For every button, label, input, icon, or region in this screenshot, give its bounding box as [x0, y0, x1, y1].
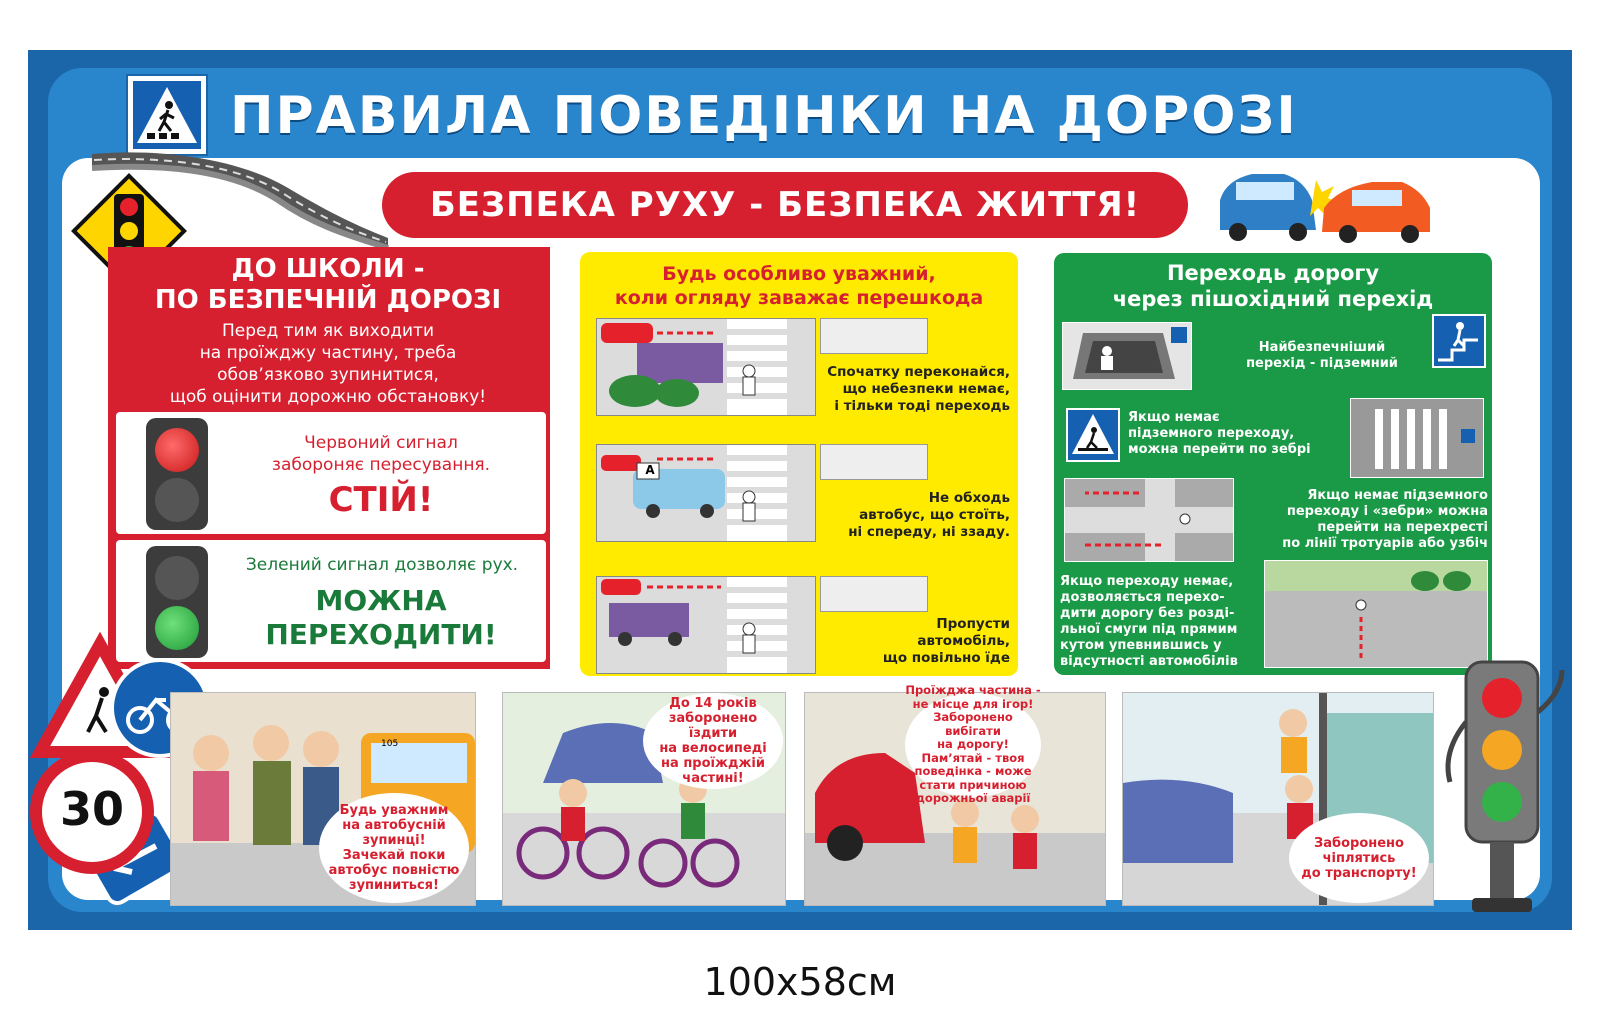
school-road-title: ДО ШКОЛИ - ПО БЕЗПЕЧНІЙ ДОРОЗІ [154, 254, 502, 315]
playing-on-road-bubble: Проїжджа частина - не місце для ігор! Заборонено вибігати на дорогу! Пам’ятай - твоя поведінка - може стати причиною дорожньої аварії [905, 683, 1041, 806]
red-traffic-light-icon [146, 418, 208, 530]
hanging-on-vehicle-illustration [1122, 692, 1434, 906]
speed-limit-value: 30 [59, 782, 124, 836]
parked-truck-diagram [820, 318, 928, 354]
rule-zebra-crossing: Якщо немає підземного переходу, можна перейти по зебрі [1128, 410, 1311, 457]
bus-stop-diagram [820, 444, 928, 480]
bus-stop-bubble: Будь уважним на автобусній зупинці! Зачекай поки автобус повністю зупиниться! [319, 793, 469, 903]
go-command: МОЖНА ПЕРЕХОДИТИ! [265, 584, 497, 651]
rule-intersection-crossing: Якщо немає підземного переходу і «зебри» можна перейти на перехресті по лінії тротуарів або узбіч [1282, 488, 1488, 551]
bicycle-illustration [502, 692, 786, 906]
hanging-on-vehicle-bubble: Заборонено чіплятись до транспорту! [1289, 813, 1429, 903]
rule-dont-bypass-bus: Не обходь автобус, що стоїть, ні спереду, ні ззаду. [848, 490, 1010, 540]
rule-let-car-pass: Пропусти автомобіль, що повільно їде [882, 616, 1010, 666]
stop-command: СТІЙ! [328, 480, 434, 520]
parked-truck-scene [596, 318, 816, 416]
board-size-label: 100x58см [703, 960, 897, 1004]
bus-stop-illustration [170, 692, 476, 906]
bus-route-number: 105 [381, 739, 399, 749]
rule-no-crossing: Якщо переходу немає, дозволяється перехо- дити дорогу без розді- льної смуги під прямим кутом упевнившись у відсутності автомобілів [1060, 574, 1238, 669]
school-road-instructions: Перед тим як виходити на проїжджу частину, треба обов’язково зупинитися, щоб оцінити дорожню обстановку! [169, 321, 487, 407]
intersection-crossing-image [1064, 478, 1234, 562]
crosswalk-title: Переходь дорогу через пішохідний перехід [1112, 261, 1434, 311]
underground-crossing-sign-icon [1432, 314, 1486, 368]
playing-on-road-illustration [804, 683, 1106, 906]
slow-car-scene [596, 576, 816, 674]
red-signal-text: Червоний сигнал забороняє пересування. [271, 433, 491, 475]
rule-underground-safest: Найбезпечніший перехід - підземний [1246, 340, 1398, 371]
traffic-light-mascot-icon [1432, 652, 1580, 918]
obstacle-awareness-title: Будь особливо уважний, коли огляду заважає перешкода [614, 263, 984, 309]
slow-car-diagram [820, 576, 928, 612]
page-title: ПРАВИЛА ПОВЕДІНКИ НА ДОРОЗІ [230, 86, 1298, 146]
zebra-crossing-sign-icon [1066, 408, 1120, 462]
crashed-cars-icon [1212, 160, 1434, 250]
underground-crossing-image [1062, 322, 1192, 390]
zebra-crossing-image [1350, 398, 1484, 478]
bus-stop-sign: А [645, 463, 655, 477]
green-signal-text: Зелений сигнал дозволяє рух. [245, 555, 519, 575]
rule-check-safety: Спочатку переконайся, що небезпеки немає, і тільки тоді переходь [827, 364, 1010, 414]
slogan-banner: БЕЗПЕКА РУХУ - БЕЗПЕКА ЖИТТЯ! [382, 172, 1188, 238]
bicycle-bubble: До 14 років заборонено їздити на велосипеді на проїжджій частині! [643, 693, 783, 789]
bus-stop-scene [596, 444, 816, 542]
